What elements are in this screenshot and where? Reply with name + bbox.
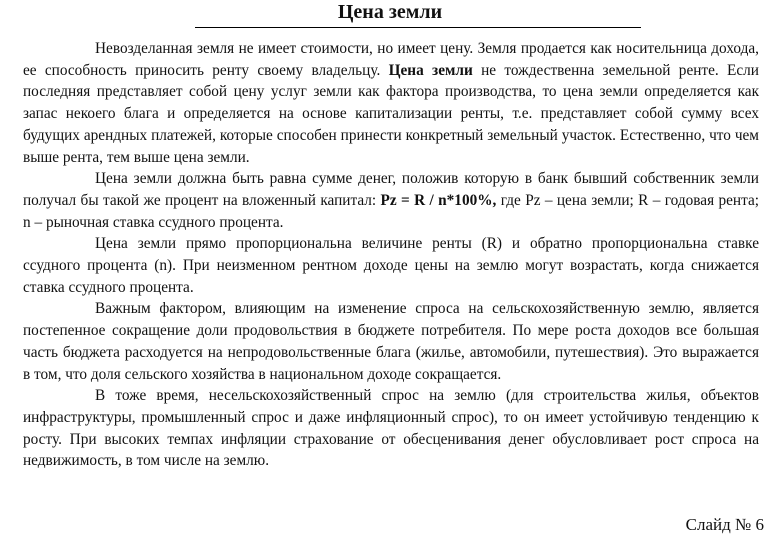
- paragraph-2-text-cont: где Pz – цена земли; R – годовая рента; n – рыночная ставка ссудного процента.: [23, 191, 760, 231]
- page-title: Цена земли: [337, 1, 443, 23]
- paragraph-5-text: В тоже время, несельскохозяйственный спрос на землю (для строительства жилья, объектов инфраструктуры, промышленный спрос и даже инфляционный спрос), то он имеет устойчивую тенденцию к росту. При высоких темпах инфляции страхование от обесценивания денег обусловливает рост спроса на недвижимость, в том числе на землю.: [23, 387, 759, 470]
- title-underline: [195, 27, 641, 28]
- formula: Pz = R / n*100%,: [380, 191, 497, 209]
- paragraph-1-text: Невозделанная земля не имеет стоимости, но имеет цену. Земля продается как носительница дохода, ее способность приносить ренту своему владельцу.: [23, 40, 759, 79]
- paragraph-2-text: Цена земли должна быть равна сумме денег, положив которую в банк бывший собственник земли получал бы такой же процент на вложенный капитал:: [23, 170, 759, 209]
- paragraph-3: [23, 233, 759, 298]
- paragraph-1: [23, 38, 759, 168]
- paragraph-4: [23, 298, 759, 385]
- paragraph-5: [23, 385, 759, 472]
- paragraph-4-text: Важным фактором, влияющим на изменение спроса на сельскохозяйственную землю, является постепенное сокращение доли продовольствия в бюджете потребителя. По мере роста доходов все большая часть бюджета расходуется на непродовольственные блага (жилье, автомобили, путешествия). Это выражается в том, что доля сельского хозяйства в национальном доходе сокращается.: [23, 300, 759, 383]
- paragraph-1-text-cont: не тождественна земельной ренте. Если последняя представляет собой цену услуг земли как фактора производства, то цена земли определяется как запас некоего блага и определяется на основе капитализации ренты, т.е. представляет собой сумму всех будущих арендных платежей, которые способен принести конкретный земельный участок. Естественно, что чем выше рента, тем выше цена земли.: [23, 61, 759, 166]
- term-land-price: Цена земли: [388, 61, 473, 79]
- paragraph-3-text: Цена земли прямо пропорциональна величине ренты (R) и обратно пропорциональна ставке ссудного процента (n). При неизменном рентном доходе цены на землю могут возрастать, когда снижается ставка ссудного процента.: [23, 235, 759, 296]
- document-body: [23, 38, 759, 472]
- slide-number: Слайд № 6: [685, 515, 764, 534]
- paragraph-2: [23, 168, 759, 233]
